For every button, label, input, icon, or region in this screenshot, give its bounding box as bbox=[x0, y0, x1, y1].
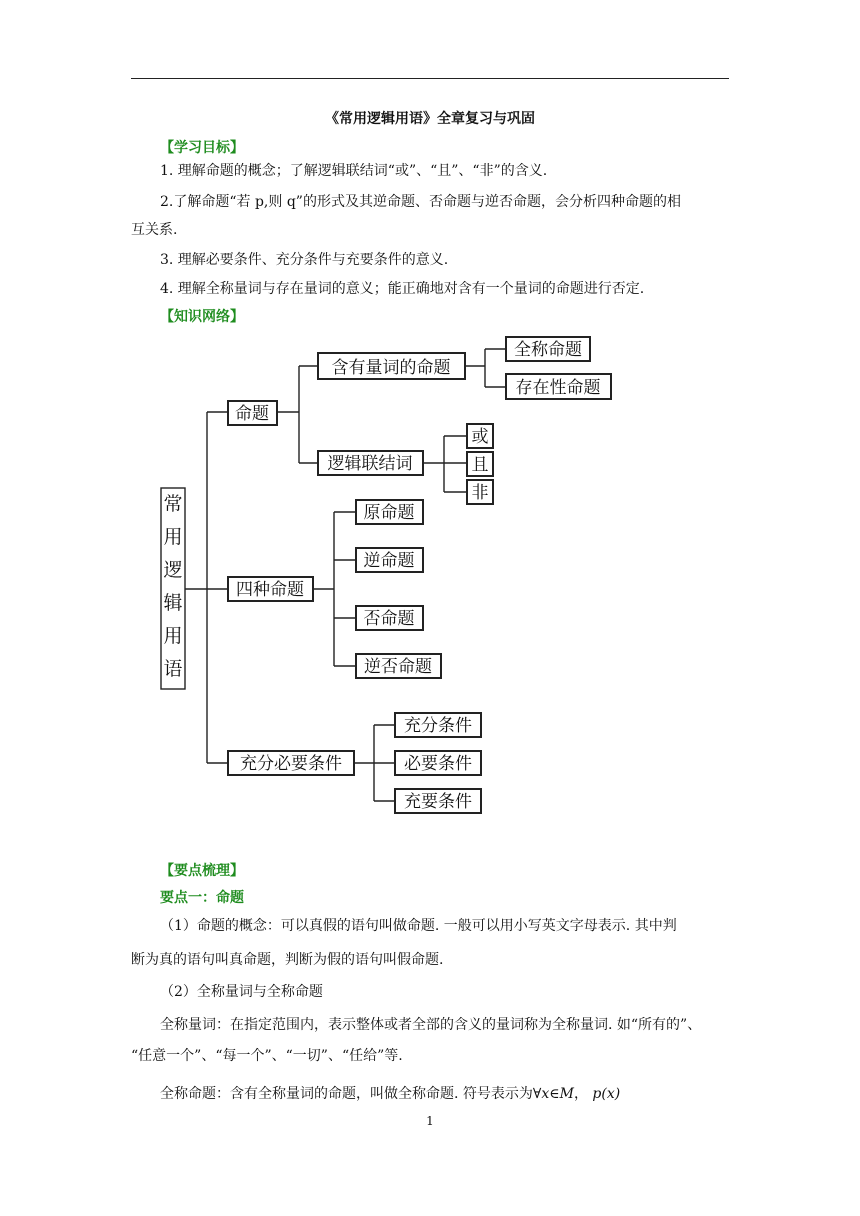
paragraph-universal-quantifier-cont: “任意一个”、“每一个”、“一切”、“任给”等. bbox=[131, 1048, 403, 1064]
node-four-propositions: 四种命题 bbox=[236, 580, 304, 600]
node-original: 原命题 bbox=[363, 503, 415, 523]
goal-item-4: 4. 理解全称量词与存在量词的意义；能正确地对含有一个量词的命题进行否定. bbox=[160, 281, 645, 297]
root-char-1: 常 bbox=[163, 493, 183, 515]
knowledge-network-svg bbox=[150, 325, 630, 825]
paragraph-universal-quantifier: 全称量词：在指定范围内，表示整体或者全部的含义的量词称为全称量词. 如“所有的”、 bbox=[160, 1017, 702, 1033]
paragraph-universal-heading: （2）全称量词与全称命题 bbox=[160, 984, 323, 1000]
section-heading-key-points: 【要点梳理】 bbox=[160, 863, 244, 879]
node-quantified-proposition: 含有量词的命题 bbox=[331, 358, 451, 378]
node-not: 非 bbox=[471, 483, 489, 503]
node-existential-proposition: 存在性命题 bbox=[515, 378, 601, 398]
universal-proposition-sep: ， bbox=[573, 1086, 588, 1102]
document-title: 《常用逻辑用语》全章复习与巩固 bbox=[325, 111, 535, 127]
node-logical-connective: 逻辑联结词 bbox=[327, 454, 413, 474]
node-universal-proposition: 全称命题 bbox=[514, 340, 582, 360]
section-heading-network: 【知识网络】 bbox=[160, 309, 244, 325]
goal-item-1: 1. 理解命题的概念；了解逻辑联结词“或”、“且”、“非”的含义. bbox=[160, 163, 548, 179]
paragraph-proposition-concept-cont: 断为真的语句叫真命题，判断为假的语句叫假命题. bbox=[131, 952, 444, 968]
universal-proposition-text: 全称命题：含有全称量词的命题，叫做全称命题. 符号表示为 bbox=[160, 1086, 533, 1102]
root-char-6: 语 bbox=[163, 658, 183, 680]
goal-item-2: 2.了解命题“若 p,则 q”的形式及其逆命题、否命题与逆否命题，会分析四种命题的相 bbox=[160, 194, 681, 210]
goal-item-3: 3. 理解必要条件、充分条件与充要条件的意义. bbox=[160, 252, 449, 268]
section-heading-goals: 【学习目标】 bbox=[160, 140, 244, 156]
node-converse: 逆命题 bbox=[363, 551, 415, 571]
root-char-4: 辑 bbox=[163, 592, 183, 614]
node-or: 或 bbox=[471, 427, 489, 447]
paragraph-proposition-concept: （1）命题的概念：可以真假的语句叫做命题. 一般可以用小写英文字母表示. 其中判 bbox=[160, 918, 677, 934]
knowledge-network-diagram bbox=[150, 325, 630, 829]
node-and: 且 bbox=[471, 455, 489, 475]
universal-proposition-symbol: ∀x∈M bbox=[532, 1086, 574, 1102]
node-inverse: 否命题 bbox=[363, 609, 415, 629]
root-char-3: 逻 bbox=[163, 559, 183, 581]
root-char-5: 用 bbox=[163, 625, 183, 647]
node-sufficient: 充分条件 bbox=[404, 716, 472, 736]
root-char-2: 用 bbox=[163, 526, 183, 548]
paragraph-universal-proposition bbox=[160, 1082, 760, 1106]
header-rule bbox=[131, 78, 729, 79]
node-contrapositive: 逆否命题 bbox=[364, 657, 432, 677]
node-conditions: 充分必要条件 bbox=[240, 754, 342, 774]
node-sufficient-necessary: 充要条件 bbox=[404, 792, 472, 812]
universal-proposition-predicate: p(x) bbox=[592, 1086, 621, 1102]
goal-item-2-cont: 互关系. bbox=[131, 222, 178, 238]
node-proposition: 命题 bbox=[235, 404, 269, 424]
page-number: 1 bbox=[426, 1114, 434, 1128]
node-necessary: 必要条件 bbox=[404, 754, 472, 774]
key-point-1-title: 要点一：命题 bbox=[160, 890, 244, 906]
